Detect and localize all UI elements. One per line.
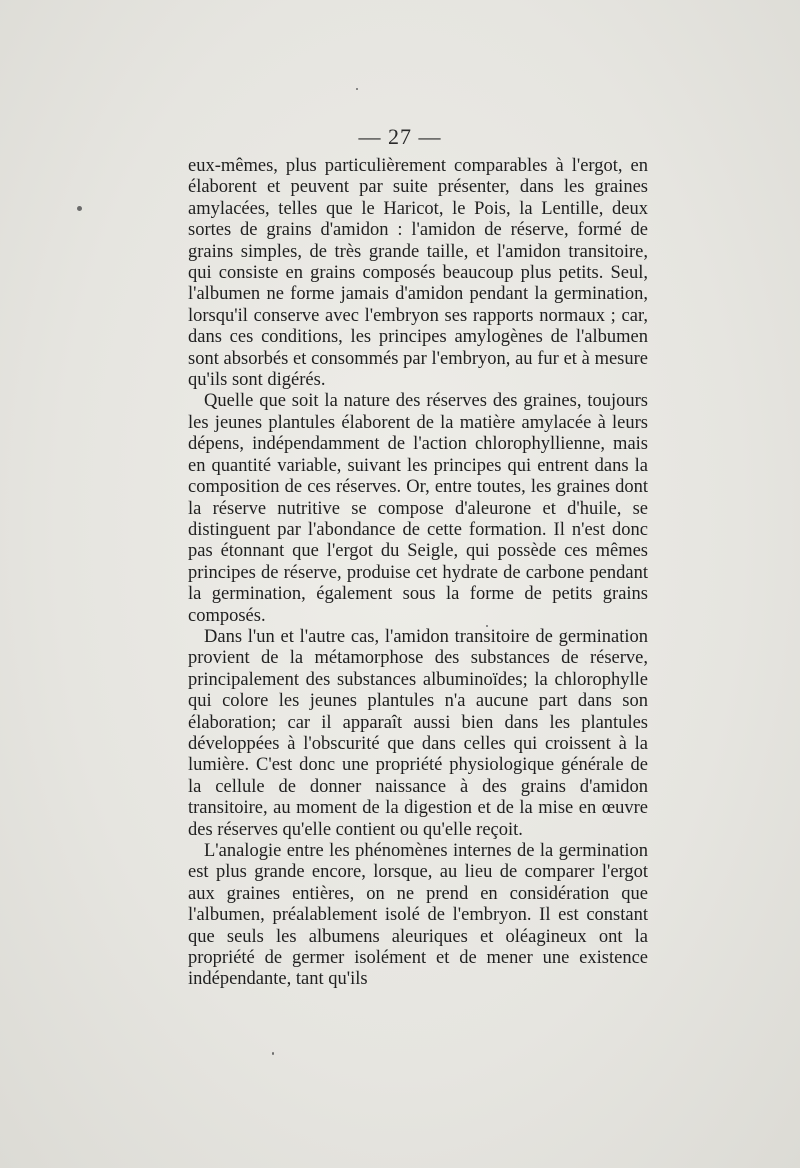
paper-speck — [272, 1052, 274, 1055]
paper-speck — [356, 88, 358, 90]
paragraph: eux-mêmes, plus particulièrement comparables à l'ergot, en élaborent et peuvent par suite présenter, dans les graines amylacées, telles que le Haricot, le Pois, la Lentille, deux sortes de grains d'amidon : l'amidon de réserve, formé de grains simples, de très grande taille, et l'amidon transitoire, qui consiste en grains composés beaucoup plus petits. Seul, l'albumen ne forme jamais d'amidon pendant la germination, lorsqu'il conserve avec l'embryon ses rapports normaux ; car, dans ces conditions, les principes amylogènes de l'albumen sont absorbés et consommés par l'embryon, au fur et à mesure qu'ils sont digérés. — [188, 156, 648, 391]
paragraph: Dans l'un et l'autre cas, l'amidon transitoire de germination provient de la métamorphose des substances de réserve, principalement des substances albuminoïdes; la chlorophylle qui colore les jeunes plantules n'a aucune part dans son élaboration; car il apparaît aussi bien dans les plantules développées à l'obscurité que dans celles qui croissent à la lumière. C'est donc une propriété physiologique générale de la cellule de donner naissance à des grains d'amidon transitoire, au moment de la digestion et de la mise en œuvre des réserves qu'elle contient ou qu'elle reçoit. — [188, 626, 648, 840]
page-number: — 27 — — [358, 124, 442, 149]
paragraph: Quelle que soit la nature des réserves des graines, toujours les jeunes plantules élaborent de la matière amylacée à leurs dépens, indépendamment de l'action chlorophyllienne, mais en quantité variable, suivant les principes qui entrent dans la composition de ces réserves. Or, entre toutes, les graines dont la réserve nutritive se compose d'aleurone et d'huile, se distinguent par l'abondance de cette formation. Il n'est donc pas étonnant que l'ergot du Seigle, qui possède ces mêmes principes de réserve, produise cet hydrate de carbone pendant la germination, également sous la forme de petits grains composés. — [188, 391, 648, 626]
body-text — [188, 156, 648, 991]
paragraph: L'analogie entre les phénomènes internes de la germination est plus grande encore, lorsque, au lieu de comparer l'ergot aux graines entières, on ne prend en considération que l'albumen, préalablement isolé de l'embryon. Il est constant que seuls les albumens aleuriques et oléagineux ont la propriété de germer isolément et de mener une existence indépendante, tant qu'ils — [188, 841, 648, 990]
paper-speck — [77, 206, 82, 211]
